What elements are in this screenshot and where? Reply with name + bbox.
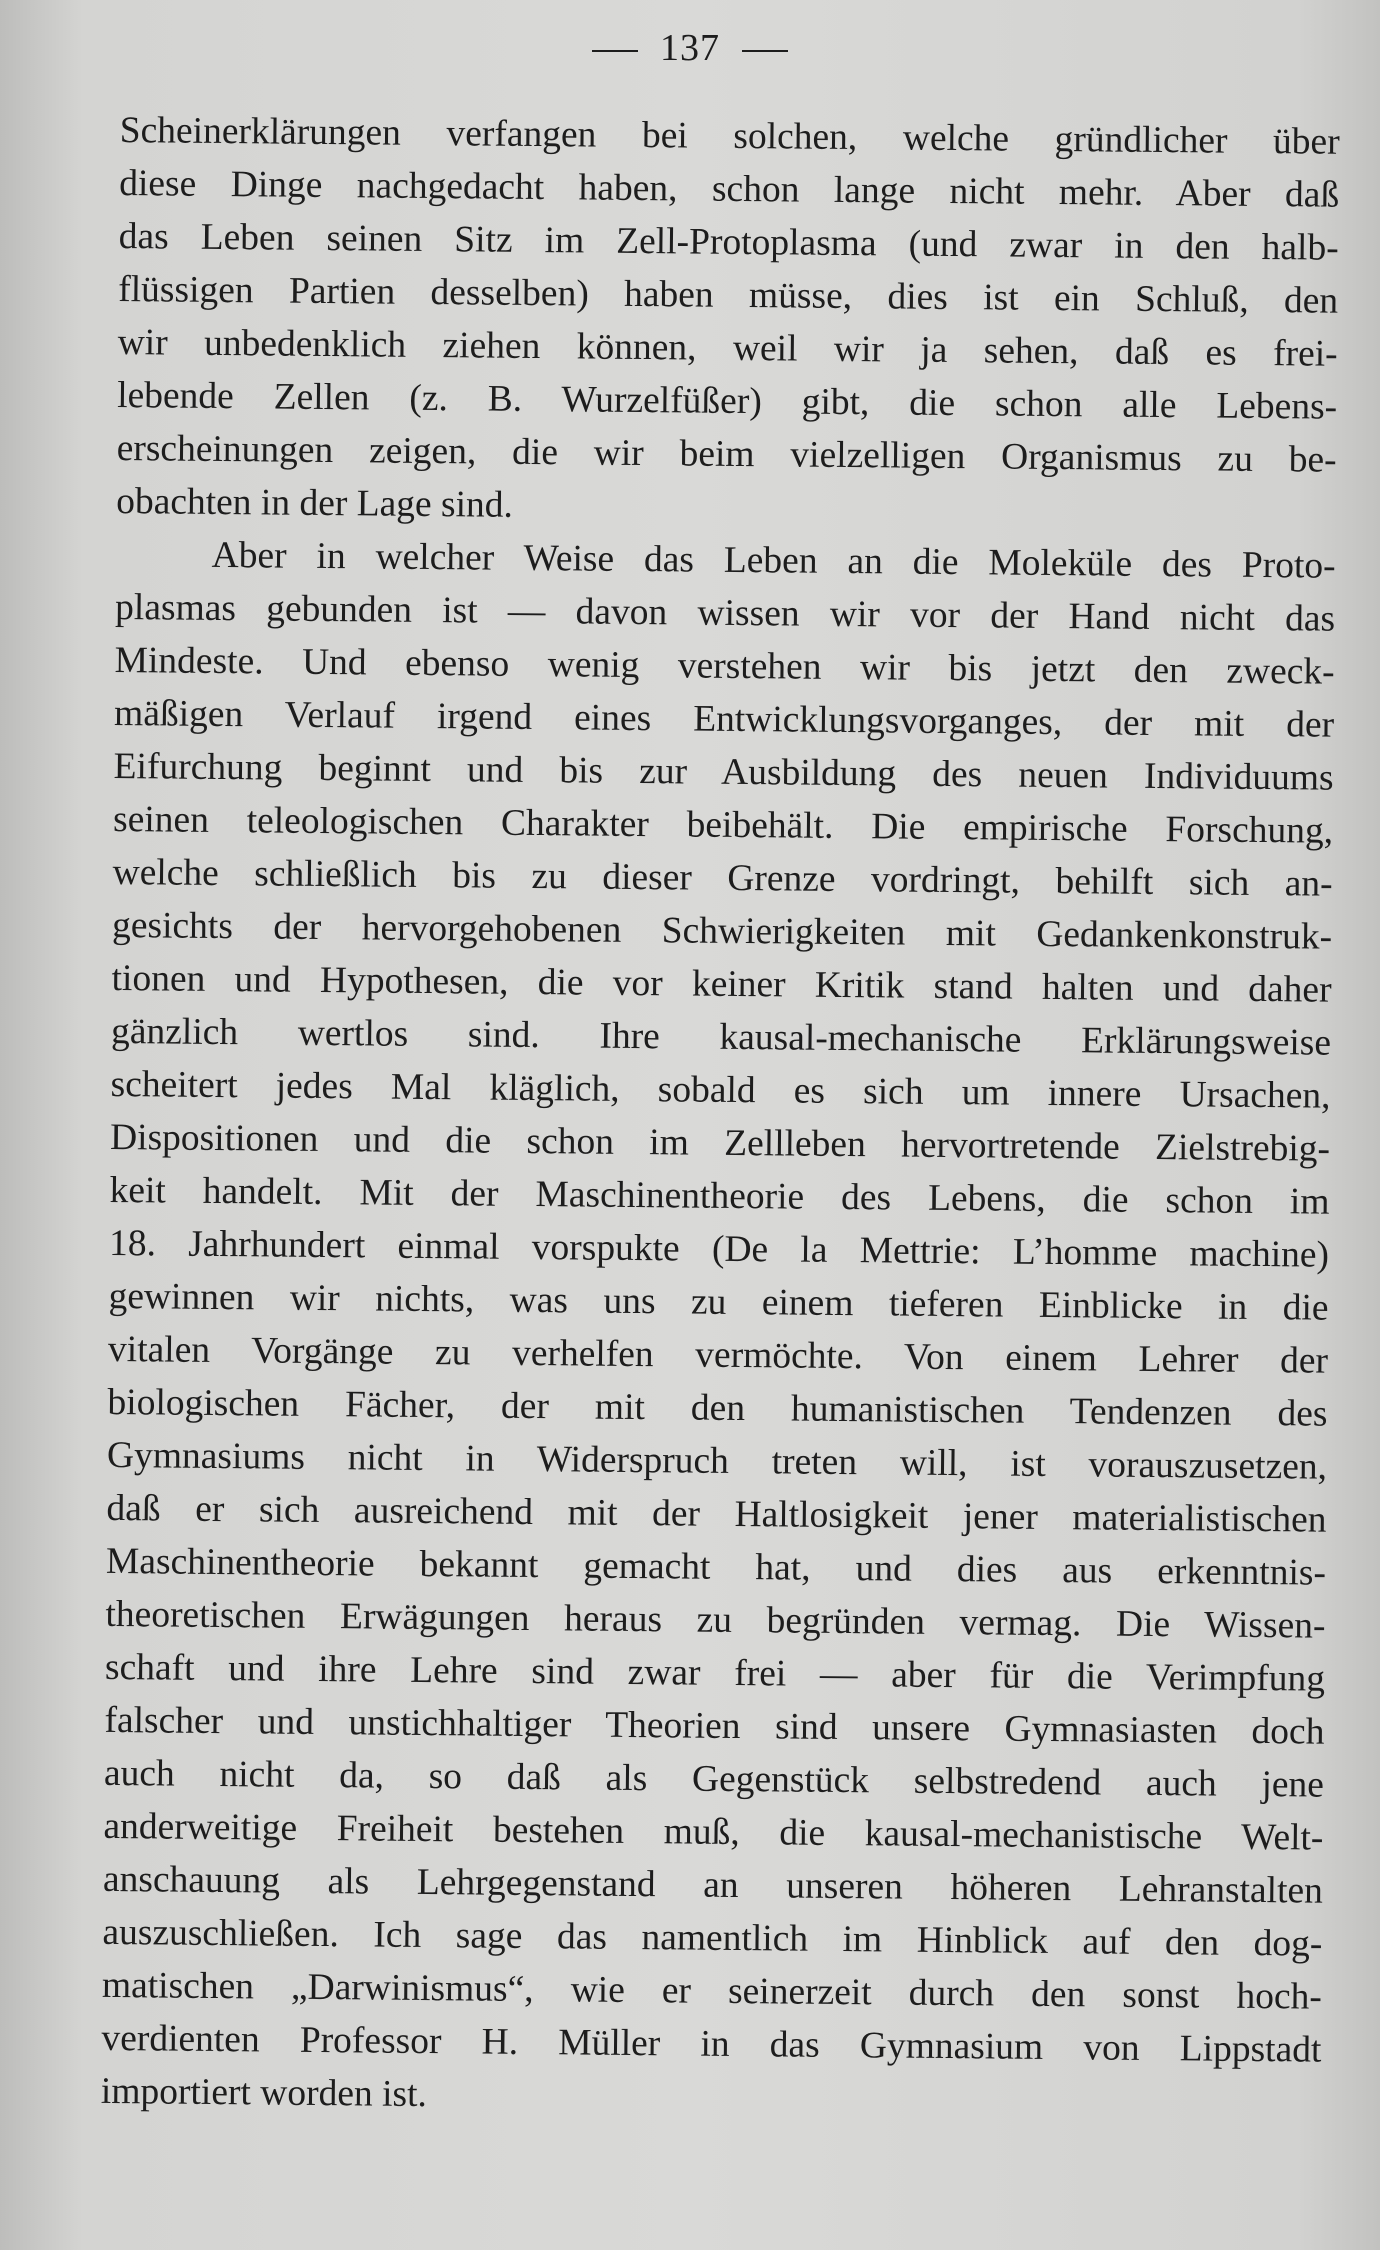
- text-line: Gymnasiums nicht in Widerspruch treten will, ist vorauszusetzen,: [106, 1434, 1328, 1488]
- text-line: auch nicht da, so daß als Gegenstück selbstredend auch jene: [103, 1752, 1325, 1806]
- header-dash-right: [742, 50, 788, 52]
- text-line: gesichts der hervorgehobenen Schwierigkeiten mit Gedankenkonstruk-: [111, 904, 1333, 958]
- text-line: diese Dinge nachgedacht haben, schon lange nicht mehr. Aber daß: [119, 162, 1340, 216]
- text-line: verdienten Professor H. Müller in das Gymnasium von Lippstadt: [101, 2017, 1322, 2071]
- text-line: welche schließlich bis zu dieser Grenze vordringt, behilft sich an-: [112, 851, 1333, 905]
- text-line: biologischen Fächer, der mit den humanistischen Tendenzen des: [107, 1381, 1328, 1435]
- text-line: keit handelt. Mit der Maschinentheorie des Lebens, die schon im: [109, 1169, 1330, 1223]
- text-line: schaft und ihre Lehre sind zwar frei — aber für die Verimpfung: [104, 1646, 1326, 1700]
- text-line: daß er sich ausreichend mit der Haltlosigkeit jener materialistischen: [106, 1487, 1327, 1541]
- text-line: 18. Jahrhundert einmal vorspukte (De la Mettrie: L’homme machine): [108, 1222, 1330, 1276]
- text-line: Dispositionen und die schon im Zellleben hervortretende Zielstrebig-: [109, 1116, 1331, 1170]
- text-line: falscher und unstichhaltiger Theorien sind unsere Gymnasiasten doch: [104, 1699, 1325, 1753]
- text-line: flüssigen Partien desselben) haben müsse, dies ist ein Schluß, den: [118, 268, 1339, 322]
- text-line: das Leben seinen Sitz im Zell-Protoplasma (und zwar in den halb-: [118, 215, 1339, 269]
- text-line: Mindeste. Und ebenso wenig verstehen wir bis jetzt den zweck-: [114, 639, 1335, 693]
- text-line: theoretischen Erwägungen heraus zu begründen vermag. Die Wissen-: [105, 1593, 1326, 1647]
- text-line: mäßigen Verlauf irgend eines Entwicklungsvorganges, der mit der: [113, 692, 1335, 746]
- text-line: Maschinentheorie bekannt gemacht hat, und dies aus erkenntnis-: [105, 1540, 1327, 1594]
- page-header: [0, 24, 1380, 72]
- text-line: seinen teleologischen Charakter beibehält. Die empirische Forschung,: [112, 798, 1334, 852]
- text-line: erscheinungen zeigen, die wir beim vielzelligen Organismus zu be-: [116, 427, 1337, 481]
- text-line: plasmas gebunden ist — davon wissen wir vor der Hand nicht das: [114, 586, 1336, 640]
- text-line: wir unbedenklich ziehen können, weil wir ja sehen, daß es frei-: [117, 321, 1338, 375]
- text-line: vitalen Vorgänge zu verhelfen vermöchte. Von einem Lehrer der: [107, 1328, 1329, 1382]
- text-line: importiert worden ist.: [100, 2070, 428, 2116]
- text-line: tionen und Hypothesen, die vor keiner Kritik stand halten und daher: [111, 957, 1332, 1011]
- text-line: Aber in welcher Weise das Leben an die Moleküle des Proto-: [211, 534, 1336, 587]
- text-line: Eifurchung beginnt und bis zur Ausbildung des neuen Individuums: [113, 745, 1334, 799]
- text-line: gewinnen wir nichts, was uns zu einem tieferen Einblicke in die: [108, 1275, 1329, 1329]
- text-line: obachten in der Lage sind.: [115, 480, 514, 526]
- page-number: 137: [660, 27, 720, 69]
- text-line: scheitert jedes Mal kläglich, sobald es sich um innere Ursachen,: [110, 1063, 1331, 1117]
- text-line: lebende Zellen (z. B. Wurzelfüßer) gibt, die schon alle Lebens-: [117, 374, 1338, 428]
- text-line: anschauung als Lehrgegenstand an unseren höheren Lehranstalten: [102, 1858, 1324, 1912]
- text-line: anderweitige Freiheit bestehen muß, die kausal-mechanistische Welt-: [103, 1805, 1324, 1859]
- body-text: [101, 104, 1340, 2130]
- header-dash-left: [592, 50, 638, 52]
- text-line: gänzlich wertlos sind. Ihre kausal-mechanische Erklärungsweise: [110, 1010, 1332, 1064]
- text-line: Scheinerklärungen verfangen bei solchen, welche gründlicher über: [119, 109, 1340, 163]
- text-line: matischen „Darwinismus“, wie er seinerzeit durch den sonst hoch-: [101, 1964, 1323, 2018]
- text-line: auszuschließen. Ich sage das namentlich im Hinblick auf den dog-: [102, 1911, 1323, 1965]
